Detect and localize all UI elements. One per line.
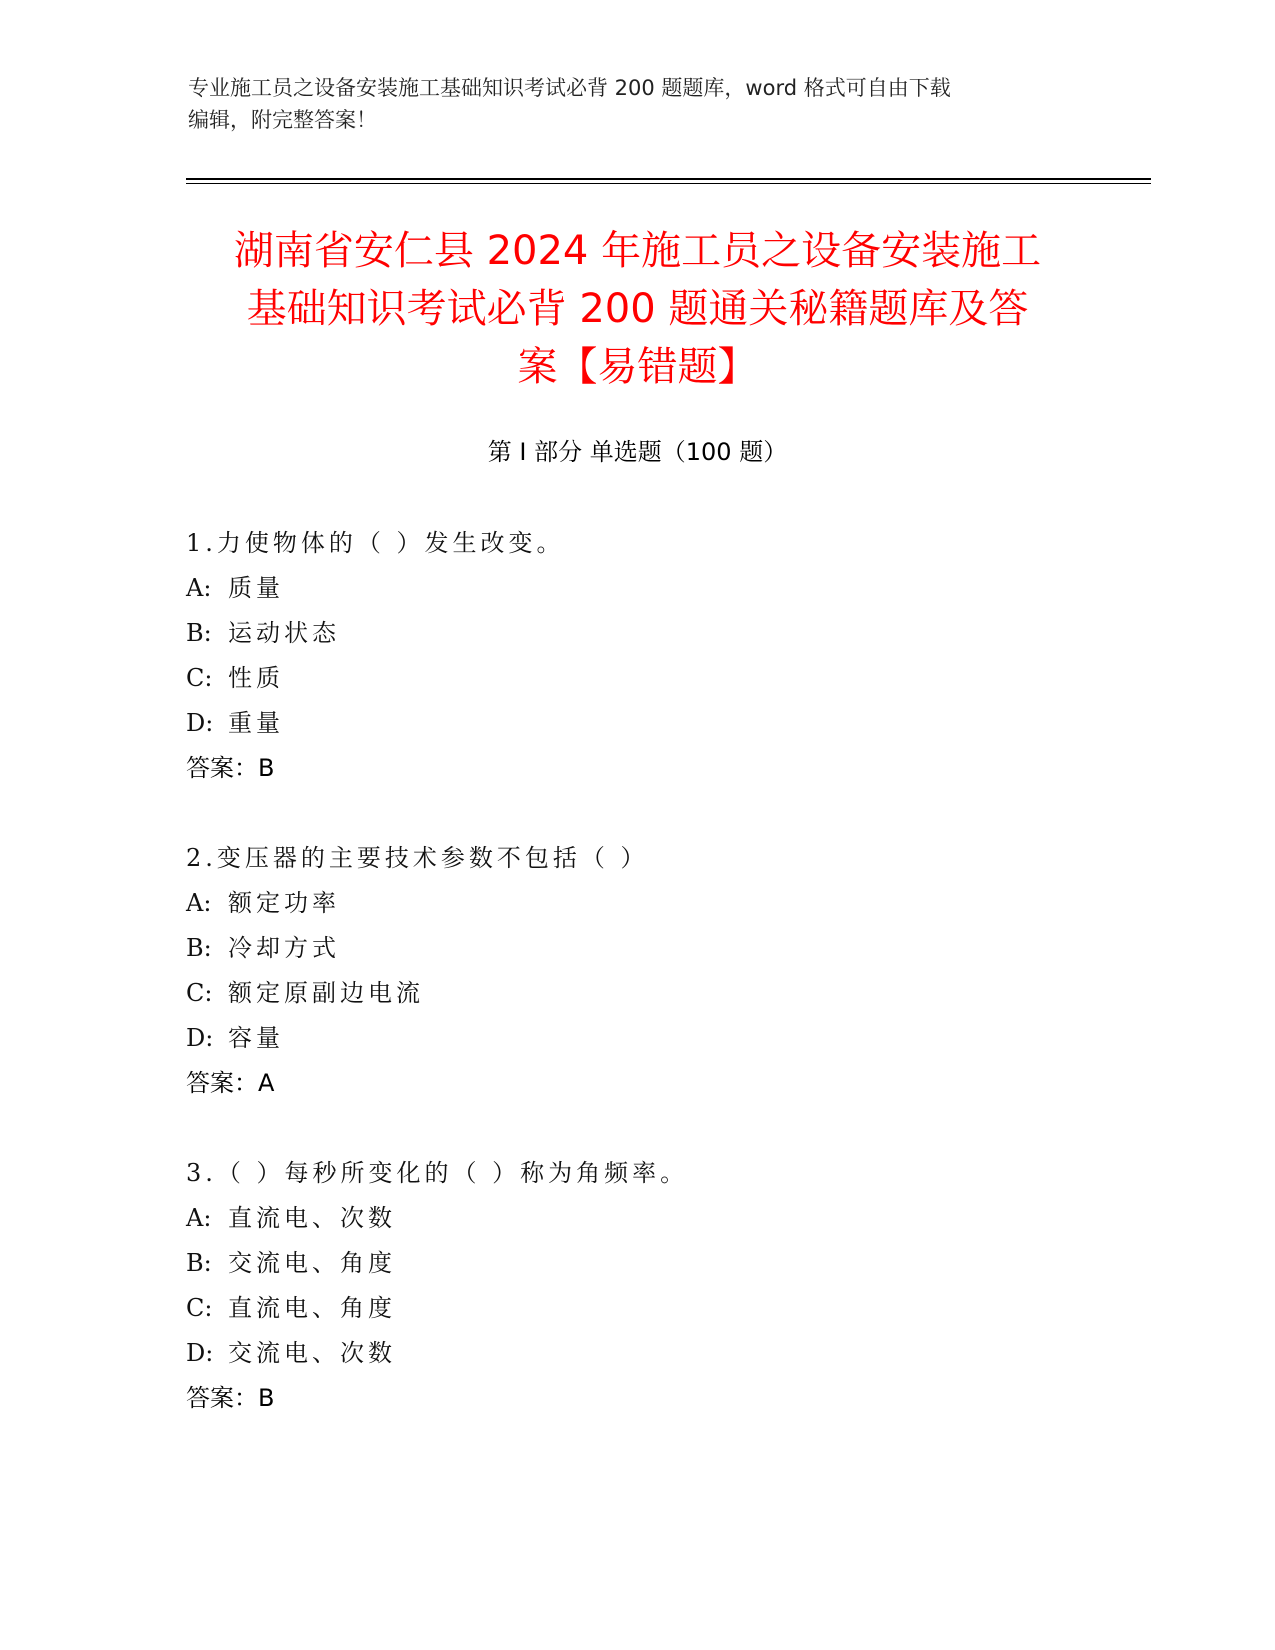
option-b	[186, 933, 1086, 978]
option-a	[186, 573, 1086, 618]
option-text: 质量	[228, 574, 284, 602]
question-3	[186, 1158, 1086, 1413]
section-title: 第 I 部分 单选题（100 题）	[487, 438, 788, 466]
option-d	[186, 1023, 1086, 1068]
question-stem: 3.（ ）每秒所变化的（ ）称为角频率。	[186, 1159, 689, 1187]
option-letter: C:	[186, 1294, 213, 1322]
option-letter: D:	[186, 1339, 214, 1367]
option-letter: A:	[186, 1204, 212, 1232]
title-line-1: 湖南省安仁县 2024 年施工员之设备安装施工	[233, 228, 1042, 274]
option-a	[186, 888, 1086, 933]
option-text: 交流电、角度	[228, 1249, 396, 1277]
option-letter: A:	[186, 574, 212, 602]
option-letter: D:	[186, 1024, 214, 1052]
answer: 答案：B	[186, 754, 275, 782]
header-rule-thin	[186, 183, 1151, 184]
option-c	[186, 1293, 1086, 1338]
option-b	[186, 618, 1086, 663]
option-text: 额定功率	[228, 889, 340, 917]
option-text: 性质	[228, 664, 284, 692]
option-text: 重量	[228, 709, 284, 737]
question-stem: 2.变压器的主要技术参数不包括（ ）	[186, 844, 649, 872]
header-note	[188, 72, 1068, 136]
option-text: 交流电、次数	[228, 1339, 396, 1367]
option-text: 额定原副边电流	[228, 979, 424, 1007]
header-note-line-2: 编辑，附完整答案！	[188, 108, 377, 132]
option-text: 直流电、次数	[228, 1204, 396, 1232]
option-letter: B:	[186, 934, 212, 962]
option-text: 运动状态	[228, 619, 340, 647]
option-text: 容量	[228, 1024, 284, 1052]
title-line-3: 案【易错题】	[517, 344, 758, 390]
answer: 答案：B	[186, 1384, 275, 1412]
option-letter: A:	[186, 889, 212, 917]
question-2	[186, 843, 1086, 1098]
header-note-line-1: 专业施工员之设备安装施工基础知识考试必背 200 题题库，word 格式可自由下载	[188, 76, 951, 100]
option-letter: B:	[186, 1249, 212, 1277]
question-1	[186, 528, 1086, 783]
document-title	[180, 222, 1095, 396]
option-d	[186, 1338, 1086, 1383]
option-letter: B:	[186, 619, 212, 647]
option-text: 冷却方式	[228, 934, 340, 962]
title-line-2: 基础知识考试必背 200 题通关秘籍题库及答	[246, 286, 1029, 332]
option-letter: C:	[186, 979, 213, 1007]
option-d	[186, 708, 1086, 753]
answer: 答案：A	[186, 1069, 275, 1097]
option-c	[186, 663, 1086, 708]
header-rule-thick	[186, 178, 1151, 180]
option-b	[186, 1248, 1086, 1293]
question-stem: 1.力使物体的（ ）发生改变。	[186, 529, 565, 557]
option-a	[186, 1203, 1086, 1248]
option-letter: D:	[186, 709, 214, 737]
option-letter: C:	[186, 664, 213, 692]
option-text: 直流电、角度	[228, 1294, 396, 1322]
option-c	[186, 978, 1086, 1023]
